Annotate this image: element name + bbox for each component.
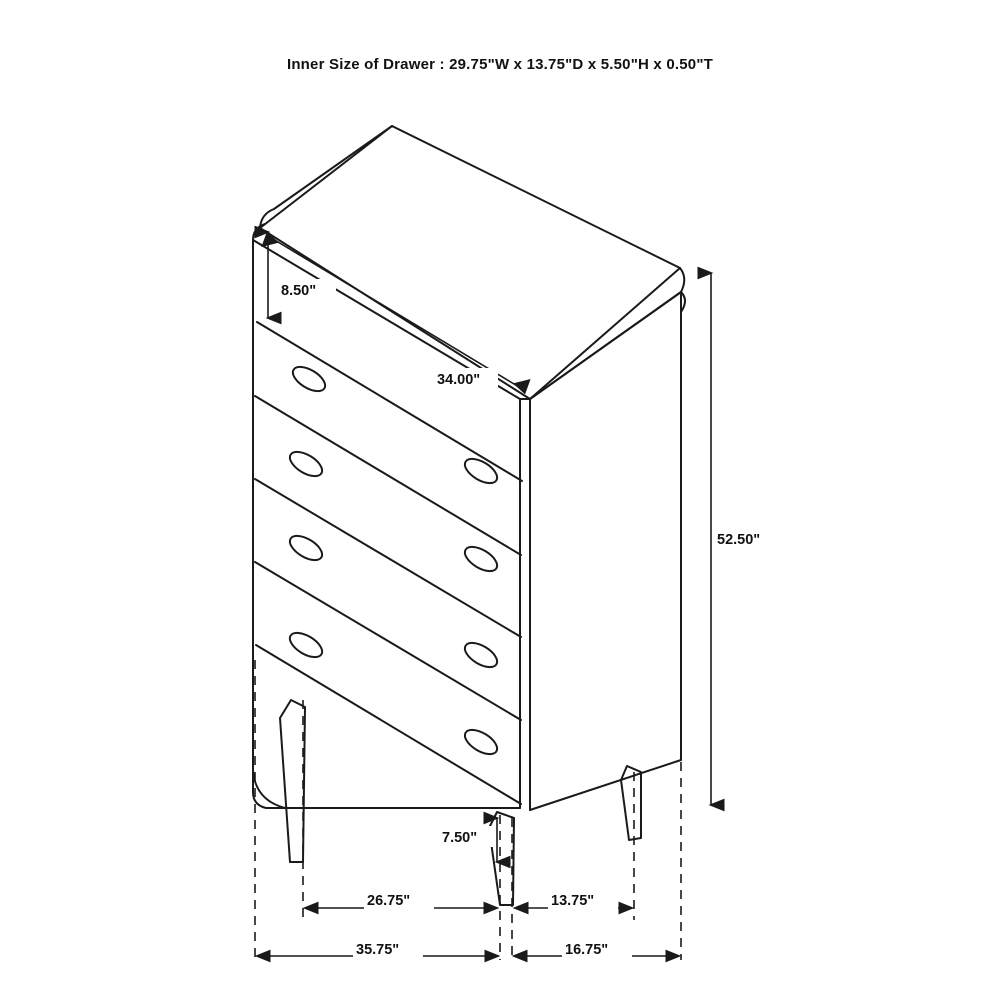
drawer-pulls-right [461, 454, 501, 759]
drawer-pulls-front [286, 362, 329, 662]
label-top-panel-height: 8.50" [281, 283, 317, 299]
label-front-base-width: 26.75" [367, 893, 411, 909]
legs [280, 700, 641, 905]
label-overall-depth: 16.75" [565, 942, 609, 958]
label-leg-height: 7.50" [442, 830, 478, 846]
label-overall-height: 52.50" [717, 532, 761, 548]
cabinet-body [253, 126, 685, 810]
label-overall-width: 35.75" [356, 942, 400, 958]
label-side-base-depth: 13.75" [551, 893, 595, 909]
page-title: Inner Size of Drawer : 29.75"W x 13.75"D x 5.50"H x 0.50"T [286, 56, 714, 73]
label-front-width: 34.00" [437, 372, 481, 388]
dim-front-width [268, 236, 524, 390]
extension-lines [255, 660, 681, 960]
